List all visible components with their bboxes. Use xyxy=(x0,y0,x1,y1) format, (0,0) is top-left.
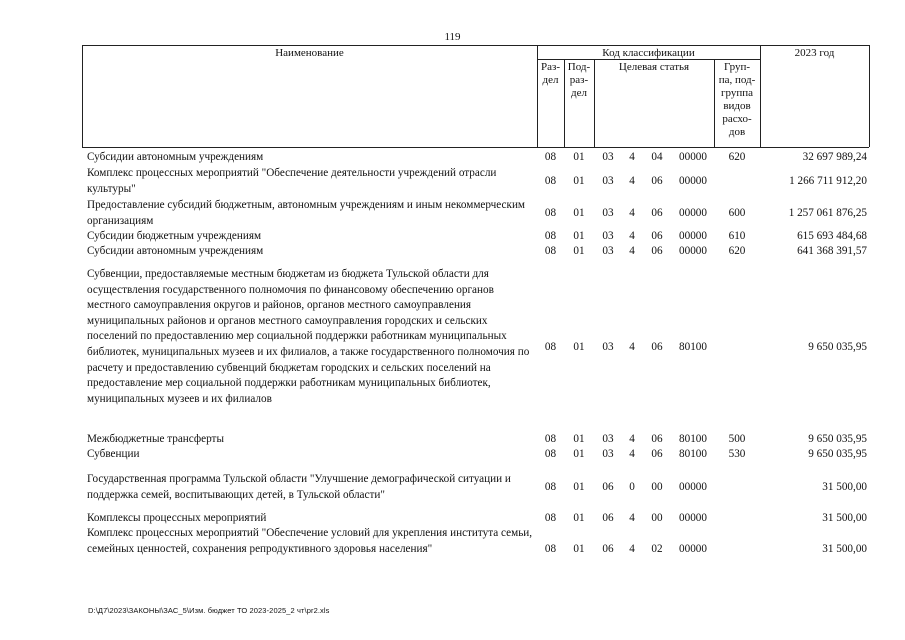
target-subprogram-cell: 04 xyxy=(651,151,663,163)
target-subprogram-cell: 06 xyxy=(651,433,663,445)
header-name: Наименование xyxy=(275,47,344,59)
amount-cell: 31 500,00 xyxy=(822,480,867,493)
target-type-cell: 4 xyxy=(629,230,635,242)
subsection-cell: 01 xyxy=(573,174,585,187)
row-name: Комплекс процессных мероприятий "Обеспечение условий для укрепления института семьи, семейных ценностей, сохранения репродуктивного здоровья населения" xyxy=(87,527,533,555)
target-program-cell: 06 xyxy=(602,512,614,524)
target-subprogram-cell: 02 xyxy=(651,542,663,555)
amount-cell: 31 500,00 xyxy=(822,542,867,555)
header-code-group: Код классификации xyxy=(602,47,695,59)
subsection-cell: 01 xyxy=(573,448,585,460)
target-subprogram-cell: 00 xyxy=(651,480,663,493)
amount-cell: 1 266 711 912,20 xyxy=(789,174,867,187)
row-name: Комплексы процессных мероприятий xyxy=(87,512,267,524)
amount-cell: 9 650 035,95 xyxy=(808,448,867,460)
target-direction-cell: 00000 xyxy=(679,174,707,187)
amount-cell: 1 257 061 876,25 xyxy=(788,206,867,219)
header-year: 2023 год xyxy=(794,47,835,59)
target-subprogram-cell: 00 xyxy=(651,512,663,524)
section-cell: 08 xyxy=(544,433,557,445)
row-name: Комплекс процессных мероприятий "Обеспечение деятельности учреждений отрасли культуры" xyxy=(87,167,497,195)
target-type-cell: 4 xyxy=(629,433,635,445)
file-path-footer: D:\Д7\2023\ЗАКОНЫ\ЗАС_5\Изм. бюджет ТО 2023-2025_2 чт\pr2.xls xyxy=(88,606,330,615)
section-cell: 08 xyxy=(544,230,557,242)
subsection-cell: 01 xyxy=(573,206,585,219)
section-cell: 08 xyxy=(544,174,557,187)
amount-cell: 9 650 035,95 xyxy=(808,433,867,445)
subsection-cell: 01 xyxy=(573,341,585,354)
subsection-cell: 01 xyxy=(573,245,585,257)
header-top-border xyxy=(82,45,869,46)
section-cell: 08 xyxy=(544,542,557,555)
subsection-cell: 01 xyxy=(573,512,585,524)
target-direction-cell: 00000 xyxy=(679,245,707,257)
expense-type-cell: 500 xyxy=(728,433,746,445)
subsection-cell: 01 xyxy=(573,151,585,163)
row-name: Субсидии автономным учреждениям xyxy=(87,245,264,257)
col-divider-left xyxy=(82,45,83,147)
amount-cell: 32 697 989,24 xyxy=(802,151,867,163)
target-program-cell: 03 xyxy=(602,433,614,445)
expense-type-cell: 620 xyxy=(728,151,746,163)
row-name: Государственная программа Тульской области "Улучшение демографической ситуации и поддержка семей, воспитывающих детей, в Тульской области" xyxy=(87,473,511,501)
target-direction-cell: 00000 xyxy=(679,151,707,163)
subsection-cell: 01 xyxy=(573,433,585,445)
target-type-cell: 4 xyxy=(629,245,635,257)
target-program-cell: 03 xyxy=(602,245,614,257)
amount-cell: 31 500,00 xyxy=(822,512,867,524)
target-subprogram-cell: 06 xyxy=(651,245,663,257)
row-name: Субсидии бюджетным учреждениям xyxy=(87,230,262,242)
target-direction-cell: 80100 xyxy=(679,448,707,460)
target-subprogram-cell: 06 xyxy=(651,174,663,187)
target-subprogram-cell: 06 xyxy=(651,341,663,354)
target-program-cell: 03 xyxy=(602,206,614,219)
target-direction-cell: 00000 xyxy=(679,480,707,493)
target-type-cell: 4 xyxy=(629,448,635,460)
target-direction-cell: 80100 xyxy=(679,341,707,354)
target-subprogram-cell: 06 xyxy=(651,448,663,460)
header-expense-type: Груп- па, под- группа видов расхо- дов xyxy=(718,61,756,138)
target-type-cell: 4 xyxy=(629,174,635,187)
target-program-cell: 03 xyxy=(602,151,614,163)
target-program-cell: 06 xyxy=(602,542,614,555)
subsection-cell: 01 xyxy=(573,230,585,242)
section-cell: 08 xyxy=(544,151,557,163)
row-name: Межбюджетные трансферты xyxy=(87,433,224,445)
section-cell: 08 xyxy=(544,245,557,257)
amount-cell: 641 368 391,57 xyxy=(797,245,867,257)
target-type-cell: 4 xyxy=(629,151,635,163)
expense-type-cell: 620 xyxy=(728,245,746,257)
section-cell: 08 xyxy=(544,206,557,219)
target-direction-cell: 00000 xyxy=(679,230,707,242)
row-name: Субвенции, предоставляемые местным бюджетам из бюджета Тульской области для осуществления государственного полномочия по финансовому обеспечению органов местного самоуправления округов и районов, органов местного самоуправления муниципальных районов и органов местного самоуправления городских и сельских поселений по предоставлению мер социальной поддержки работникам муниципальных библиотек, муниципальных музеев и их филиалов, а также государственного полномочия по расчету и предоставлению субвенций бюджетам городских и сельских поселений на предоставление мер социальной поддержки работникам муниципальных библиотек, муниципальных музеев и их филиалов xyxy=(87,268,530,405)
amount-cell: 9 650 035,95 xyxy=(808,341,867,354)
section-cell: 08 xyxy=(544,512,557,524)
section-cell: 08 xyxy=(544,341,557,354)
subsection-cell: 01 xyxy=(573,480,585,493)
expense-type-cell: 530 xyxy=(728,448,746,460)
target-type-cell: 4 xyxy=(629,206,635,219)
target-subprogram-cell: 06 xyxy=(651,230,663,242)
header-subsection: Под- раз- дел xyxy=(567,61,591,99)
target-program-cell: 03 xyxy=(602,230,614,242)
section-cell: 08 xyxy=(544,448,557,460)
row-name: Предоставление субсидий бюджетным, автономным учреждениям и иным некоммерческим организациям xyxy=(87,199,526,227)
target-type-cell: 4 xyxy=(629,542,635,555)
target-direction-cell: 80100 xyxy=(679,433,707,445)
target-direction-cell: 00000 xyxy=(679,512,707,524)
target-program-cell: 03 xyxy=(602,448,614,460)
col-divider-right xyxy=(869,45,870,147)
subsection-cell: 01 xyxy=(573,542,585,555)
target-subprogram-cell: 06 xyxy=(651,206,663,219)
target-program-cell: 06 xyxy=(602,480,614,493)
expense-type-cell: 600 xyxy=(728,206,746,219)
header-section: Раз- дел xyxy=(540,61,560,86)
target-direction-cell: 00000 xyxy=(679,206,707,219)
col-divider-code-group xyxy=(760,45,761,147)
target-type-cell: 0 xyxy=(629,480,635,493)
row-name: Субсидии автономным учреждениям xyxy=(87,151,264,163)
target-type-cell: 4 xyxy=(629,512,635,524)
expense-type-cell: 610 xyxy=(728,230,746,242)
target-type-cell: 4 xyxy=(629,341,635,354)
header-bottom-border xyxy=(82,147,869,148)
amount-cell: 615 693 484,68 xyxy=(797,230,867,242)
header-target-item: Целевая статья xyxy=(618,61,690,73)
target-program-cell: 03 xyxy=(602,341,614,354)
section-cell: 08 xyxy=(544,480,557,493)
row-name: Субвенции xyxy=(87,448,140,460)
page-number: 119 xyxy=(444,31,461,43)
target-direction-cell: 00000 xyxy=(679,542,707,555)
target-program-cell: 03 xyxy=(602,174,614,187)
